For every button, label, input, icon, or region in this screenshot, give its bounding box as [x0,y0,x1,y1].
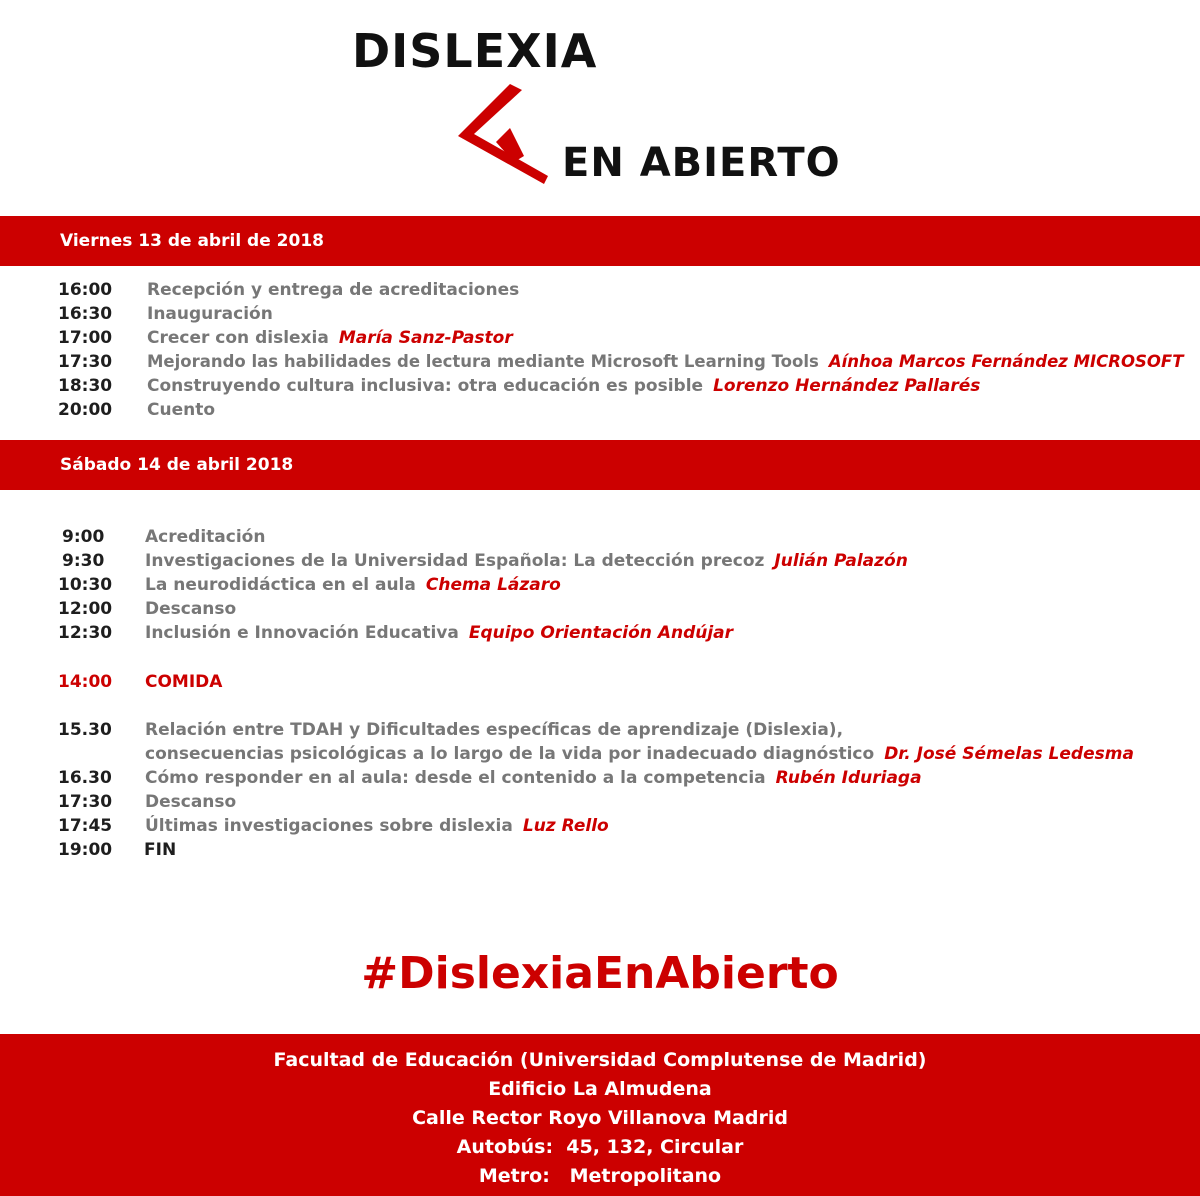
schedule-row [0,718,1200,742]
schedule-row-lunch [0,670,1200,694]
venue-footer [0,1034,1200,1196]
session-title [147,350,1183,374]
session-time: 20:00 [58,400,113,420]
schedule-row [0,814,1200,838]
speaker-name: Julián Palazón [774,551,908,571]
venue-metro: Metro: Metropolitano [478,1165,722,1187]
day1-header-band [0,216,1200,266]
session-title-text: consecuencias psicológicas a lo largo de la vida por inadecuado diagnóstico [145,744,875,764]
schedule-row [0,549,1200,573]
session-time: 10:30 [58,575,113,595]
speaker-name: Dr. José Sémelas Ledesma [884,744,1134,764]
session-title [145,814,609,838]
logo-title-line2: EN ABIERTO [562,140,841,186]
session-title [147,278,519,302]
logo-title-line1: DISLEXIA [352,24,598,78]
day1-header-text: Viernes 13 de abril de 2018 [60,231,324,251]
speaker-name: Rubén Iduriaga [775,768,922,788]
schedule-row-end [0,838,1200,862]
session-title-text: Cuento [147,400,216,420]
session-time: 19:00 [58,840,113,860]
session-time: 9:30 [62,551,105,571]
session-title-text: Descanso [145,792,237,812]
venue-building: Edificio La Almudena [488,1078,712,1100]
session-title-text: Acreditación [145,527,266,547]
schedule-row [0,766,1200,790]
session-title [145,549,908,573]
session-title [147,374,980,398]
day2-header-text: Sábado 14 de abril 2018 [60,455,294,475]
venue-bus: Autobús: 45, 132, Circular [456,1136,744,1158]
schedule-row [0,350,1200,374]
session-title [145,670,222,694]
session-time: 15.30 [58,720,112,740]
session-title [145,573,561,597]
red-chevron-a-icon [452,84,558,188]
session-title-text: Últimas investigaciones sobre dislexia [145,816,513,836]
session-title-text: FIN [144,840,177,860]
session-title [145,621,733,645]
speaker-name: Lorenzo Hernández Pallarés [713,376,981,396]
schedule-row-continuation [0,742,1200,766]
schedule-row [0,621,1200,645]
venue-address: Calle Rector Royo Villanova Madrid [412,1107,788,1129]
session-title-text: Recepción y entrega de acreditaciones [147,280,520,300]
session-time: 16:00 [58,280,113,300]
session-title-text: Cómo responder en al aula: desde el contenido a la competencia [145,768,766,788]
session-title [147,398,215,422]
session-time: 14:00 [58,672,113,692]
session-title-text: La neurodidáctica en el aula [145,575,416,595]
speaker-name: Aínhoa Marcos Fernández MICROSOFT [828,352,1184,371]
session-title-text: Investigaciones de la Universidad Española: La detección precoz [145,551,765,571]
session-title [145,742,1134,766]
session-title-text: Construyendo cultura inclusiva: otra educación es posible [147,376,704,396]
session-time: 12:00 [58,599,113,619]
day2-header-band [0,440,1200,490]
session-time: 17:45 [58,816,113,836]
schedule-row [0,374,1200,398]
session-title [145,525,265,549]
schedule-row [0,525,1200,549]
session-title-text: Relación entre TDAH y Dificultades específicas de aprendizaje (Dislexia), [145,720,844,740]
session-title [147,326,513,350]
session-title [145,718,843,742]
schedule-row [0,790,1200,814]
event-hashtag: #DislexiaEnAbierto [361,948,839,999]
session-title-text: Mejorando las habilidades de lectura mediante Microsoft Learning Tools [147,352,819,371]
session-title-text: Inauguración [147,304,273,324]
session-time: 12:30 [58,623,113,643]
session-title-text: Crecer con dislexia [147,328,329,348]
venue-name: Facultad de Educación (Universidad Complutense de Madrid) [273,1049,927,1071]
session-time: 17:00 [58,328,113,348]
session-title [145,597,236,621]
speaker-name: María Sanz-Pastor [338,328,513,348]
session-time: 9:00 [62,527,105,547]
schedule-row [0,398,1200,422]
schedule-row [0,597,1200,621]
session-time: 17:30 [58,352,113,372]
speaker-name: Equipo Orientación Andújar [468,623,734,643]
schedule-row [0,278,1200,302]
session-title-text: COMIDA [145,672,223,692]
schedule-row [0,573,1200,597]
speaker-name: Chema Lázaro [425,575,561,595]
session-time: 17:30 [58,792,113,812]
session-title-text: Inclusión e Innovación Educativa [145,623,459,643]
session-title [144,838,176,862]
session-title [147,302,273,326]
session-time: 18:30 [58,376,113,396]
session-title [145,790,236,814]
session-time: 16.30 [58,768,112,788]
session-time: 16:30 [58,304,113,324]
schedule-row [0,302,1200,326]
speaker-name: Luz Rello [522,816,609,836]
schedule-row [0,326,1200,350]
session-title [145,766,922,790]
session-title-text: Descanso [145,599,237,619]
